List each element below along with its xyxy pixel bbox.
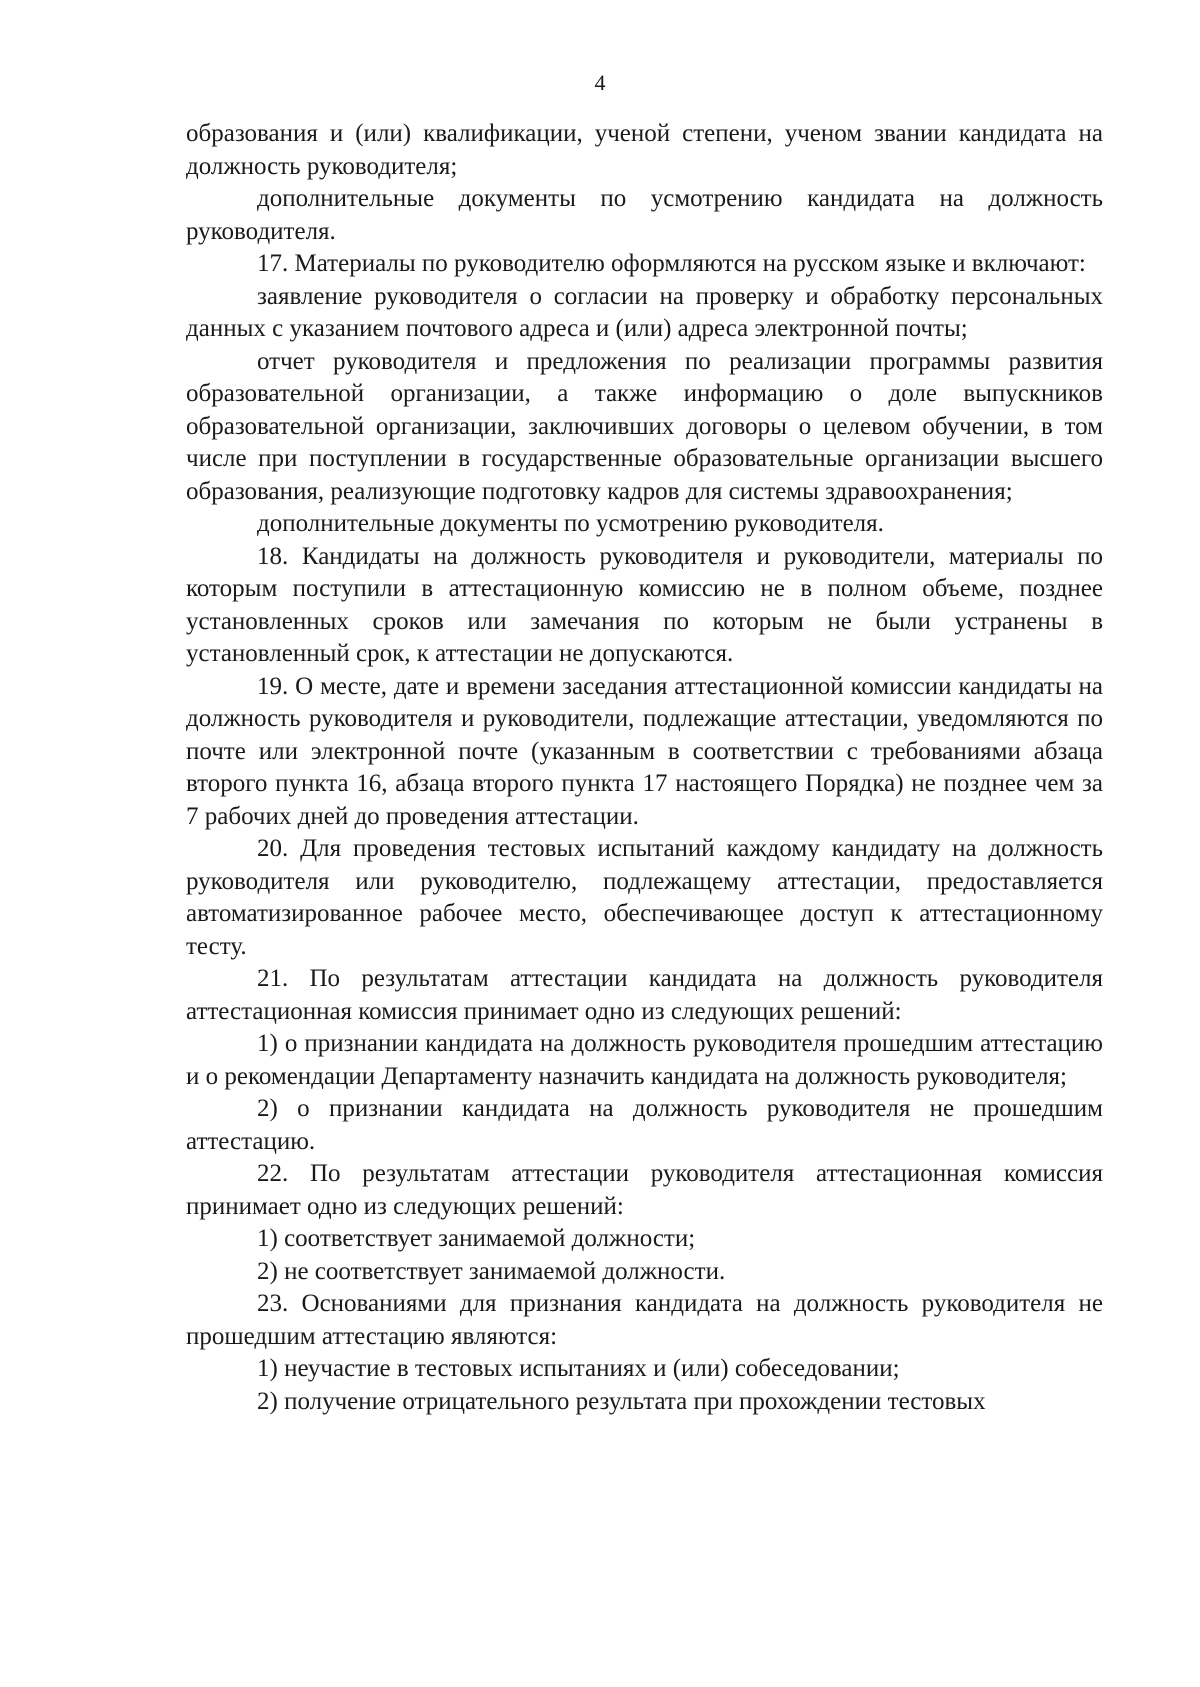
- paragraph: образования и (или) квалификации, ученой степени, ученом звании кандидата на должность руководителя;: [186, 120, 1103, 180]
- paragraph: 2) получение отрицательного результата при прохождении тестовых: [257, 1387, 986, 1415]
- paragraph: 22. По результатам аттестации руководителя аттестационная комиссия принимает одно из следующих решений:: [186, 1160, 1103, 1220]
- paragraph: дополнительные документы по усмотрению кандидата на должность руководителя.: [186, 185, 1103, 245]
- paragraph: 19. О месте, дате и времени заседания аттестационной комиссии кандидаты на должность руководителя и руководители, подлежащие аттестации, уведомляются по почте или электронной почте (указанным в соответствии с требованиями абзаца второго пункта 16, абзаца второго пункта 17 настоящего Порядка) не позднее чем за 7 рабочих дней до проведения аттестации.: [186, 672, 1103, 830]
- paragraph: 2) о признании кандидата на должность руководителя не прошедшим аттестацию.: [186, 1095, 1103, 1155]
- paragraph: дополнительные документы по усмотрению руководителя.: [257, 510, 884, 537]
- paragraph: 21. По результатам аттестации кандидата на должность руководителя аттестационная комиссия принимает одно из следующих решений:: [186, 965, 1103, 1025]
- paragraph: 23. Основаниями для признания кандидата на должность руководителя не прошедшим аттестацию являются:: [186, 1290, 1103, 1350]
- paragraph: заявление руководителя о согласии на проверку и обработку персональных данных с указанием почтового адреса и (или) адреса электронной почты;: [186, 282, 1103, 342]
- paragraph: отчет руководителя и предложения по реализации программы развития образовательной организации, а также информацию о доле выпускников образовательной организации, заключивших договоры о целевом обучении, в том числе при поступлении в государственные образовательные организации высшего образования, реализующие подготовку кадров для системы здравоохранения;: [186, 347, 1103, 505]
- page-number: 4: [594, 70, 606, 95]
- paragraph: 2) не соответствует занимаемой должности.: [257, 1257, 726, 1285]
- paragraph: 1) о признании кандидата на должность руководителя прошедшим аттестацию и о рекомендации Департаменту назначить кандидата на должность руководителя;: [186, 1030, 1103, 1090]
- paragraph: 1) неучастие в тестовых испытаниях и (или) собеседовании;: [257, 1355, 900, 1382]
- document-body: [186, 118, 1103, 1418]
- paragraph: 17. Материалы по руководителю оформляются на русском языке и включают:: [257, 250, 1086, 277]
- paragraph: 18. Кандидаты на должность руководителя и руководители, материалы по которым поступили в аттестационную комиссию не в полном объеме, позднее установленных сроков или замечания по которым не были устранены в установленный срок, к аттестации не допускаются.: [186, 542, 1103, 667]
- paragraph: 20. Для проведения тестовых испытаний каждому кандидату на должность руководителя или руководителю, подлежащему аттестации, предоставляется автоматизированное рабочее место, обеспечивающее доступ к аттестационному тесту.: [186, 835, 1103, 960]
- paragraph: 1) соответствует занимаемой должности;: [257, 1225, 696, 1252]
